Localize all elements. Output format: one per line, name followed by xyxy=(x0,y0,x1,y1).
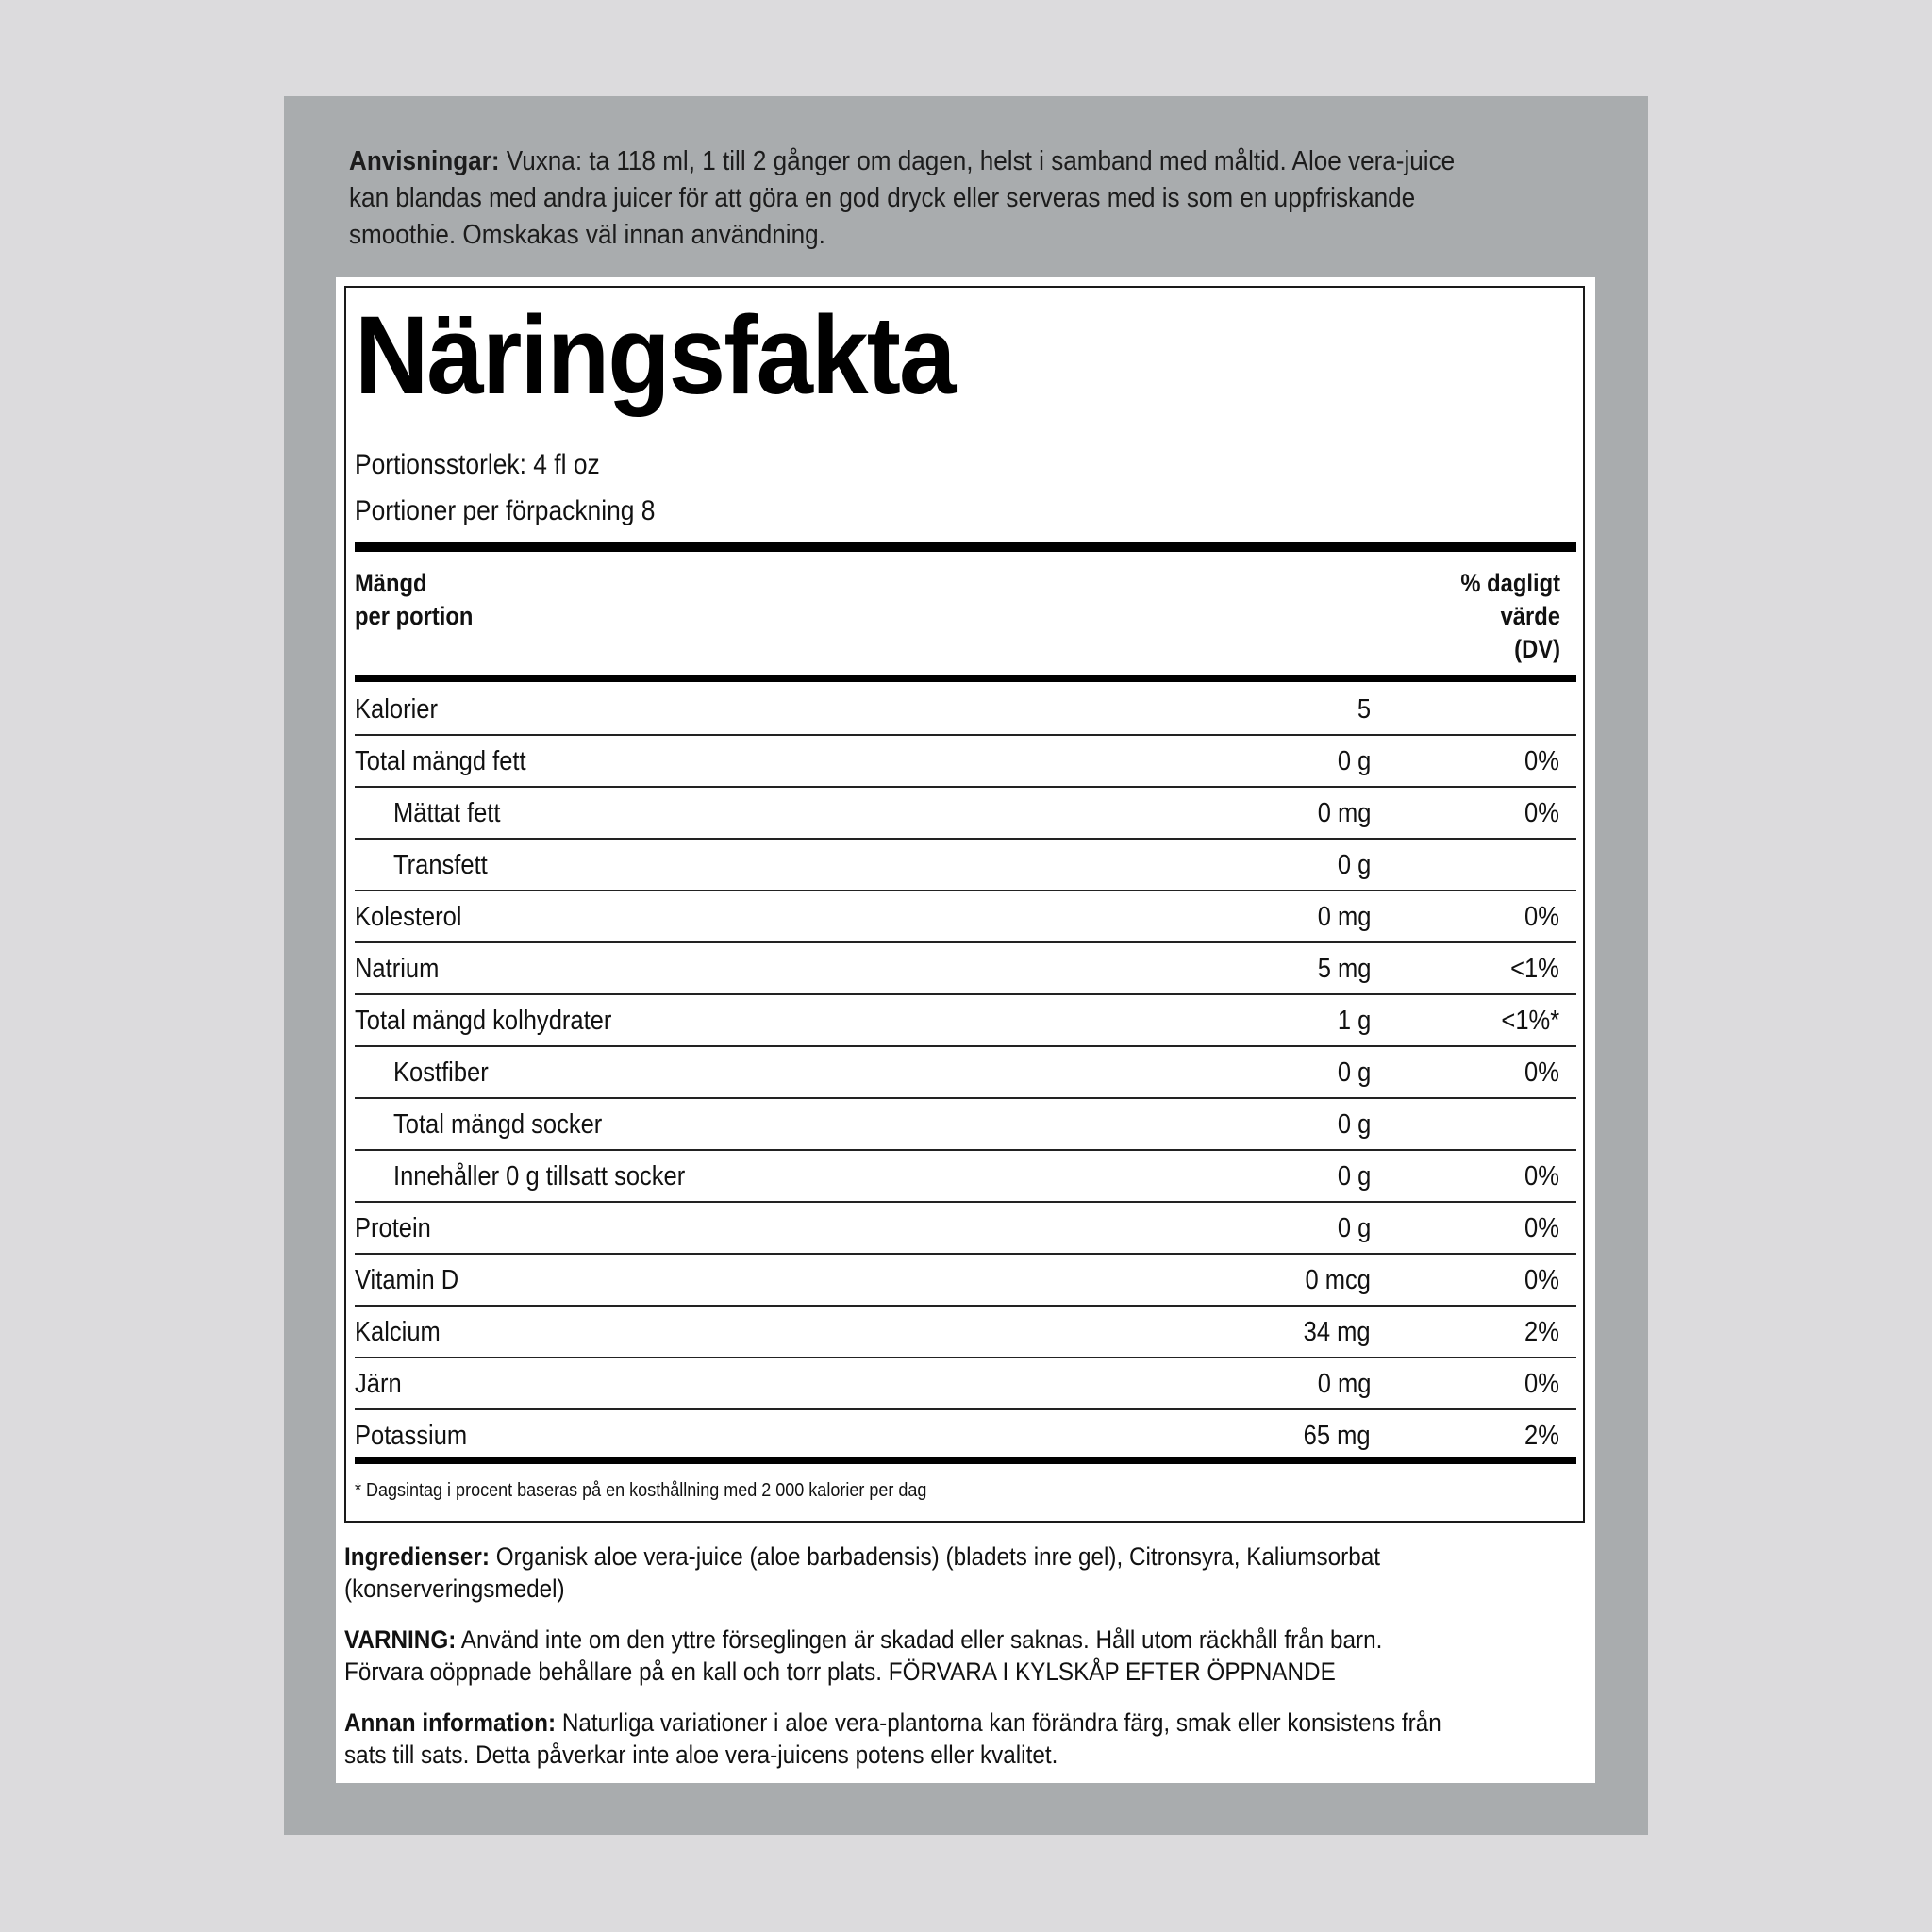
directions-label: Anvisningar: xyxy=(349,146,500,176)
nutrient-name: Total mängd socker xyxy=(393,1109,603,1140)
ingredients-body: Organisk aloe vera-juice (aloe barbadensis) (bladets inre gel), Citronsyra, Kaliumsorbat (konserveringsmedel) xyxy=(344,1542,1381,1603)
nutrient-name: Kostfiber xyxy=(393,1058,489,1088)
nutrient-amount: 0 mg xyxy=(1317,1369,1371,1399)
nutrient-row xyxy=(355,995,1576,1047)
nutrient-daily-value: 0% xyxy=(1524,902,1559,932)
medium-divider xyxy=(355,675,1576,682)
nutrient-daily-value: 0% xyxy=(1524,798,1559,828)
nutrient-daily-value: 2% xyxy=(1524,1421,1559,1451)
nutrient-name: Kalcium xyxy=(355,1317,441,1347)
nutrient-name: Järn xyxy=(355,1369,402,1399)
nutrient-amount: 0 mg xyxy=(1317,902,1371,932)
ingredients-label: Ingredienser: xyxy=(344,1542,490,1571)
nutrient-row xyxy=(355,1047,1576,1099)
nutrient-daily-value: 2% xyxy=(1524,1317,1559,1347)
other-info-label: Annan information: xyxy=(344,1708,557,1737)
amount-per-serving-header: Mängd per portion xyxy=(355,569,474,630)
nutrient-row xyxy=(355,1358,1576,1410)
nutrient-daily-value: 0% xyxy=(1524,1058,1559,1088)
nutrient-daily-value: 0% xyxy=(1524,1161,1559,1191)
serving-size: Portionsstorlek: 4 fl oz xyxy=(355,449,600,480)
nutrient-name: Kolesterol xyxy=(355,902,462,932)
warning-label: VARNING: xyxy=(344,1625,457,1654)
nutrient-row xyxy=(355,1410,1576,1460)
nutrient-amount: 1 g xyxy=(1337,1006,1371,1036)
directions-body: Vuxna: ta 118 ml, 1 till 2 gånger om dagen, helst i samband med måltid. Aloe vera-juice kan blandas med andra juicer för att göra en god dryck eller serveras med is som en uppfriskande smoothie. Omskakas väl innan användning. xyxy=(349,146,1456,250)
nutrient-row xyxy=(355,1203,1576,1255)
other-info-body: Naturliga variationer i aloe vera-plantorna kan förändra färg, smak eller konsistens från sats till sats. Detta påverkar inte aloe vera-juicens potens eller kvalitet. xyxy=(344,1708,1441,1769)
servings-per-container: Portioner per förpackning 8 xyxy=(355,495,656,526)
nutrient-row xyxy=(355,1307,1576,1358)
nutrient-row xyxy=(355,1151,1576,1203)
warning-body: Använd inte om den yttre förseglingen är skadad eller saknas. Håll utom räckhåll från barn. Förvara oöppnade behållare på en kall och torr plats. FÖRVARA I KYLSKÅP EFTER ÖPPNANDE xyxy=(344,1625,1383,1686)
nutrient-row xyxy=(355,736,1576,788)
nutrient-daily-value: 0% xyxy=(1524,746,1559,776)
nutrient-amount: 0 mcg xyxy=(1305,1265,1371,1295)
nutrient-row xyxy=(355,943,1576,995)
nutrient-amount: 0 g xyxy=(1337,746,1371,776)
bottom-divider xyxy=(355,1457,1576,1464)
thick-divider xyxy=(355,542,1576,552)
nutrient-amount: 5 xyxy=(1357,694,1371,724)
nutrient-name: Potassium xyxy=(355,1421,468,1451)
nutrient-row xyxy=(355,840,1576,891)
nutrient-name: Mättat fett xyxy=(393,798,501,828)
warning-text xyxy=(344,1624,1465,1688)
nutrient-amount: 34 mg xyxy=(1304,1317,1371,1347)
nutrient-row xyxy=(355,1099,1576,1151)
nutrient-name: Natrium xyxy=(355,954,440,984)
nutrient-name: Vitamin D xyxy=(355,1265,459,1295)
nutrient-name: Innehåller 0 g tillsatt socker xyxy=(393,1161,686,1191)
ingredients-text xyxy=(344,1541,1465,1605)
nutrient-row xyxy=(355,788,1576,840)
nutrient-amount: 65 mg xyxy=(1304,1421,1371,1451)
nutrient-amount: 0 mg xyxy=(1317,798,1371,828)
nutrient-name: Kalorier xyxy=(355,694,438,724)
nutrient-daily-value: <1% xyxy=(1510,954,1559,984)
daily-value-header: % dagligt värde (DV) xyxy=(1460,569,1560,663)
nutrient-daily-value: <1%* xyxy=(1501,1006,1559,1036)
other-info-text xyxy=(344,1707,1465,1771)
nutrient-amount: 0 g xyxy=(1337,1109,1371,1140)
nutrient-amount: 5 mg xyxy=(1317,954,1371,984)
nutrient-name: Transfett xyxy=(393,850,488,880)
nutrient-amount: 0 g xyxy=(1337,850,1371,880)
nutrient-amount: 0 g xyxy=(1337,1058,1371,1088)
nutrient-row xyxy=(355,891,1576,943)
nutrient-daily-value: 0% xyxy=(1524,1213,1559,1243)
nutrient-name: Total mängd kolhydrater xyxy=(355,1006,612,1036)
nutrient-amount: 0 g xyxy=(1337,1161,1371,1191)
nutrient-name: Total mängd fett xyxy=(355,746,526,776)
nutrient-row xyxy=(355,684,1576,736)
nutrition-title: Näringsfakta xyxy=(355,293,955,418)
nutrient-row xyxy=(355,1255,1576,1307)
nutrient-daily-value: 0% xyxy=(1524,1369,1559,1399)
dv-footnote: * Dagsintag i procent baseras på en kosthållning med 2 000 kalorier per dag xyxy=(355,1480,927,1501)
nutrient-name: Protein xyxy=(355,1213,431,1243)
nutrient-table xyxy=(355,684,1576,1460)
nutrient-daily-value: 0% xyxy=(1524,1265,1559,1295)
directions-text xyxy=(349,143,1470,254)
nutrient-amount: 0 g xyxy=(1337,1213,1371,1243)
